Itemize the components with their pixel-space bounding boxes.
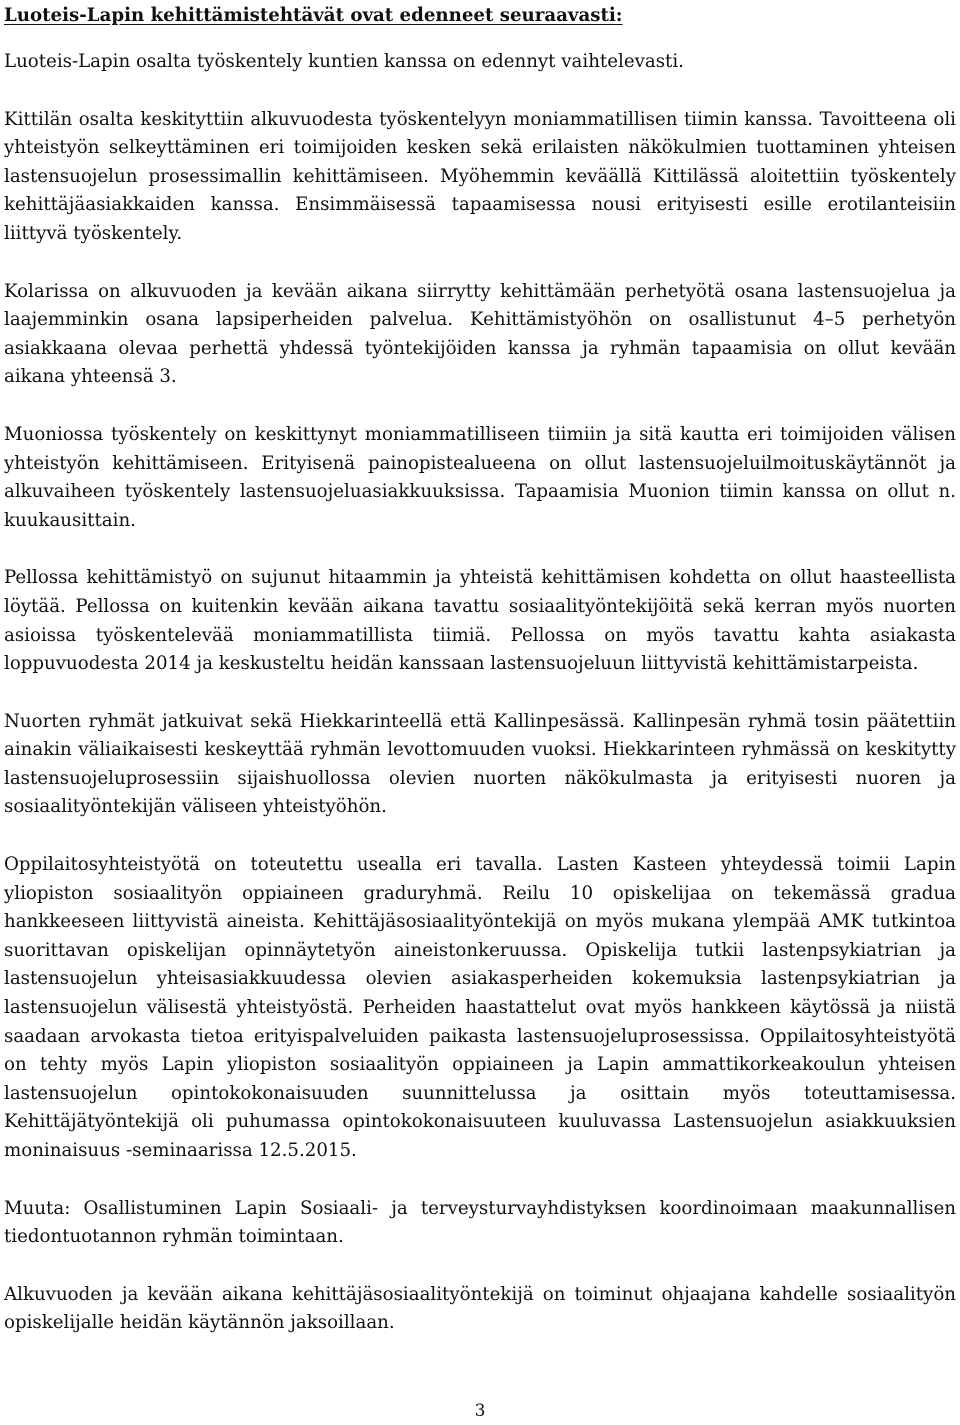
paragraph-muonio: Muoniossa työskentely on keskittynyt moniammatilliseen tiimiin ja sitä kautta eri toimijoiden välisen yhteistyön kehittämiseen. Erityisenä painopistealueena on ollut lastensuojeluilmoituskäytännöt ja alkuvaiheen työskentely lastensuojeluasiakkuuksissa. Tapaamisia Muonion tiimin kanssa on ollut n. kuukausittain. [4, 423, 956, 531]
paragraph-intro: Luoteis-Lapin osalta työskentely kuntien kanssa on edennyt vaihtelevasti. [4, 51, 684, 72]
paragraph-supervision: Alkuvuoden ja kevään aikana kehittäjäsosiaalityöntekijä on toiminut ohjaajana kahdelle sosiaalityön opiskelijalle heidän käytännön jaksoillaan. [4, 1283, 956, 1334]
paragraph-kolari: Kolarissa on alkuvuoden ja kevään aikana siirrytty kehittämään perhetyötä osana lastensuojelua ja laajemminkin osana lapsiperheiden palvelua. Kehittämistyöhön on osallistunut 4–5 perhetyön asiakkaana olevaa perhettä yhdessä työntekijöiden kanssa ja ryhmän tapaamisia on ollut kevään aikana yhteensä 3. [4, 280, 956, 388]
paragraph-school-cooperation: Oppilaitosyhteistyötä on toteutettu usealla eri tavalla. Lasten Kasteen yhteydessä toimii Lapin yliopiston sosiaalityön oppiaineen graduryhmä. Reilu 10 opiskelijaa on tekemässä gradua hankkeeseen liittyvistä aineista. Kehittäjäsosiaalityöntekijä on myös mukana ylempää AMK tutkintoa suorittavan opiskelijan opinnäytetyön aineistonkeruussa. Opiskelija tutkii lastenpsykiatrian ja lastensuojelun yhteisasiakkuudessa olevien asiakasperheiden kokemuksia lastenpsykiatrian ja lastensuojelun välisestä yhteistyöstä. Perheiden haastattelut ovat myös hankkeen käytössä ja niistä saadaan arvokasta tietoa erityispalveluiden paikasta lastensuojeluprosessissa. Oppilaitosyhteistyötä on tehty myös Lapin yliopiston sosiaalityön oppiaineen ja Lapin ammattikorkeakoulun yhteisen lastensuojelun opintokokonaisuuden suunnittelussa ja osittain myös toteuttamisessa. Kehittäjätyöntekijä oli puhumassa opintokokonaisuuteen kuuluvassa Lastensuojelun asiakkuuksien moninaisuus -seminaarissa 12.5.2015. [4, 854, 956, 1161]
page-number: 3 [474, 1401, 486, 1421]
paragraph-youth-groups: Nuorten ryhmät jatkuivat sekä Hiekkarinteellä että Kallinpesässä. Kallinpesän ryhmä tosin päätettiin ainakin väliaikaisesti keskeyttää ryhmän levottomuuden vuoksi. Hiekkarinteen ryhmässä on keskitytty lastensuojeluprosessiin sijaishuollossa olevien nuorten näkökulmasta ja erityisesti nuoren ja sosiaalityöntekijän väliseen yhteistyöhön. [4, 710, 956, 818]
paragraph-other: Muuta: Osallistuminen Lapin Sosiaali- ja terveysturvayhdistyksen koordinoimaan maakunnallisen tiedontuotannon ryhmän toimintaan. [4, 1197, 956, 1248]
document-page [4, 0, 956, 1338]
paragraph-kittila: Kittilän osalta keskityttiin alkuvuodesta työskentelyyn moniammatillisen tiimin kanssa. Tavoitteena oli yhteistyön selkeyttäminen eri toimijoiden kesken sekä erilaisten näkökulmien tuottaminen yhteisen lastensuojelun prosessimallin kehittämiseen. Myöhemmin keväällä Kittilässä aloitettiin työskentely kehittäjäasiakkaiden kanssa. Ensimmäisessä tapaamisessa nousi erityisesti esille erotilanteisiin liittyvä työskentely. [4, 108, 956, 244]
section-heading: Luoteis-Lapin kehittämistehtävät ovat edenneet seuraavasti: [4, 5, 623, 26]
paragraph-pello: Pellossa kehittämistyö on sujunut hitaammin ja yhteistä kehittämisen kohdetta on ollut haasteellista löytää. Pellossa on kuitenkin kevään aikana tavattu sosiaalityöntekijöitä sekä kerran myös nuorten asioissa työskentelevää moniammatillista tiimiä. Pellossa on myös tavattu kahta asiakasta loppuvuodesta 2014 ja keskusteltu heidän kanssaan lastensuojeluun liittyvistä kehittämistarpeista. [4, 567, 956, 675]
